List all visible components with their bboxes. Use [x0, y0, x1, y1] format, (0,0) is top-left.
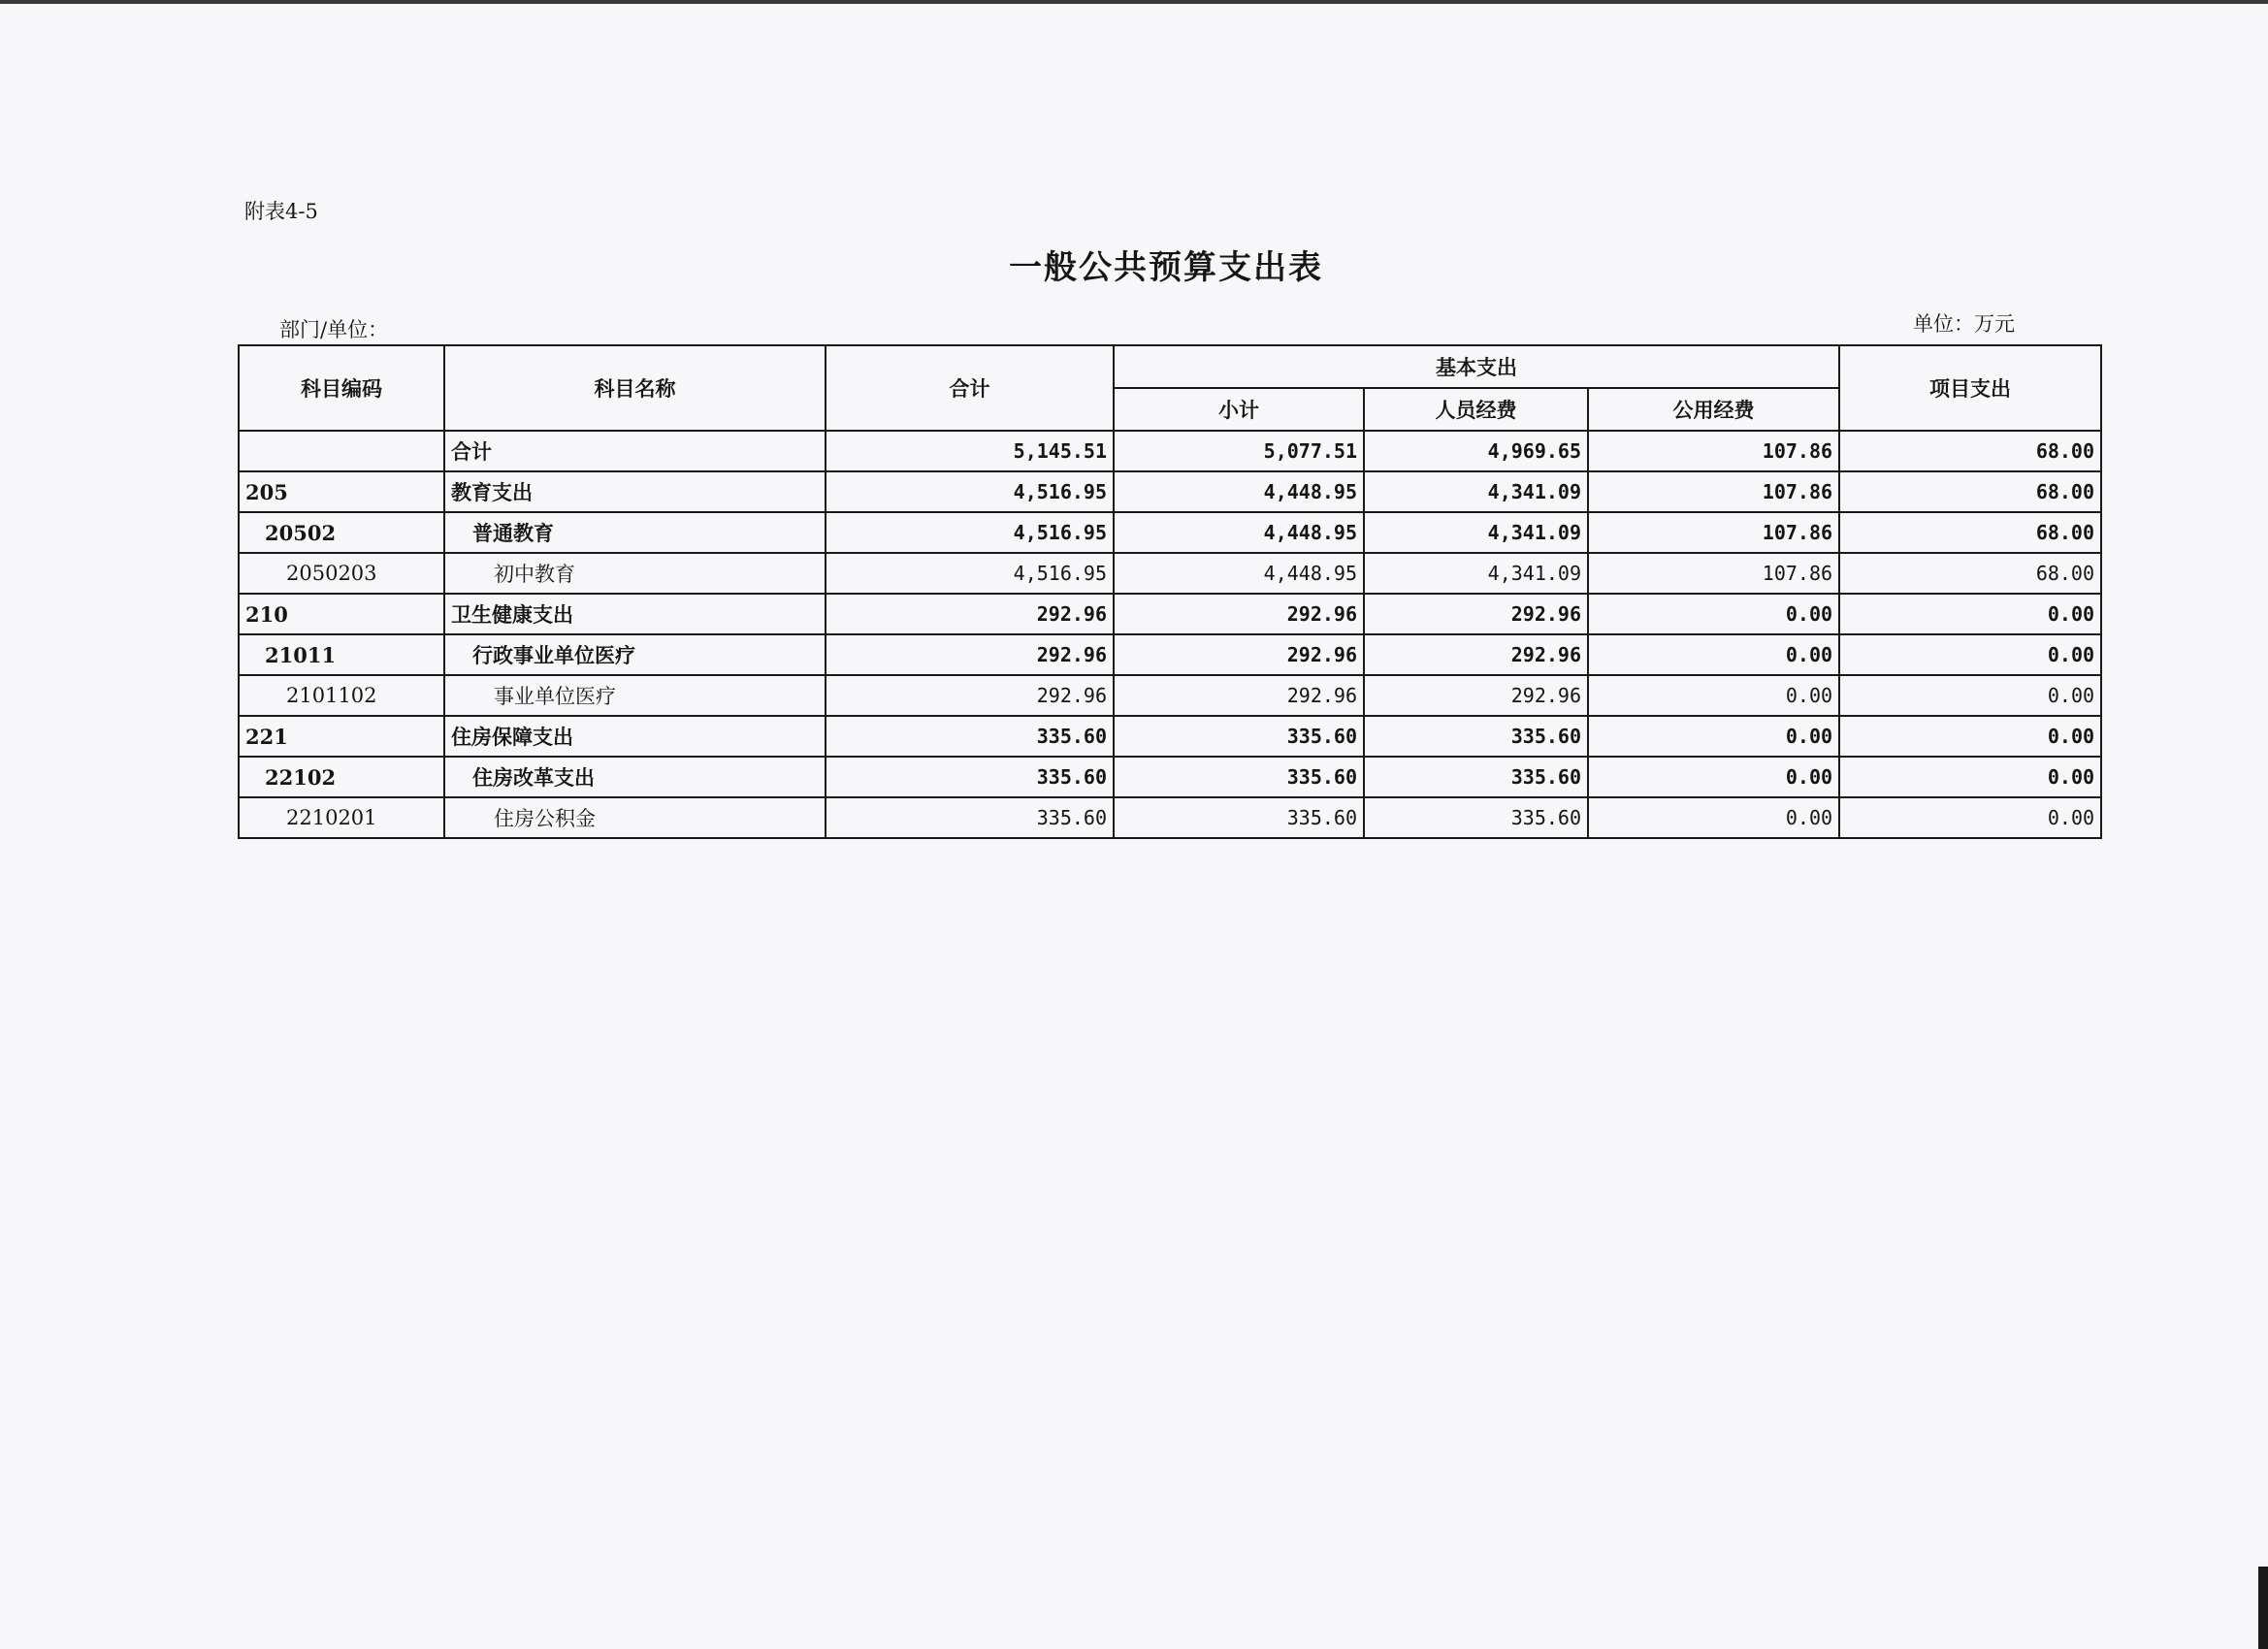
cell-basic-subtotal: 292.96 [1114, 634, 1364, 675]
cell-public: 0.00 [1588, 634, 1839, 675]
cell-total: 335.60 [826, 797, 1114, 838]
cell-personnel: 292.96 [1364, 594, 1588, 634]
cell-project: 68.00 [1839, 431, 2101, 471]
cell-public: 107.86 [1588, 471, 1839, 512]
cell-project: 0.00 [1839, 797, 2101, 838]
cell-project: 68.00 [1839, 471, 2101, 512]
cell-total: 292.96 [826, 675, 1114, 716]
cell-public: 107.86 [1588, 553, 1839, 594]
cell-name: 普通教育 [444, 512, 826, 553]
cell-basic-subtotal: 335.60 [1114, 757, 1364, 797]
cell-total: 335.60 [826, 757, 1114, 797]
department-label: 部门/单位： [279, 318, 389, 341]
cell-name: 教育支出 [444, 471, 826, 512]
cell-code: 2050203 [239, 553, 444, 594]
header-name: 科目名称 [444, 345, 826, 431]
header-total: 合计 [826, 345, 1114, 431]
cell-personnel: 4,341.09 [1364, 553, 1588, 594]
cell-personnel: 335.60 [1364, 757, 1588, 797]
table-body [239, 431, 2101, 838]
cell-public: 0.00 [1588, 716, 1839, 757]
header-project: 项目支出 [1839, 345, 2101, 431]
budget-expenditure-table [238, 344, 2102, 839]
cell-project: 0.00 [1839, 634, 2101, 675]
cell-name: 行政事业单位医疗 [444, 634, 826, 675]
cell-public: 107.86 [1588, 512, 1839, 553]
cell-public: 0.00 [1588, 757, 1839, 797]
cell-total: 292.96 [826, 594, 1114, 634]
cell-total: 292.96 [826, 634, 1114, 675]
cell-code: 21011 [239, 634, 444, 675]
cell-project: 0.00 [1839, 716, 2101, 757]
table-row [239, 797, 2101, 838]
table-row [239, 675, 2101, 716]
cell-total: 335.60 [826, 716, 1114, 757]
cell-code: 22102 [239, 757, 444, 797]
cell-basic-subtotal: 335.60 [1114, 716, 1364, 757]
cell-name: 初中教育 [444, 553, 826, 594]
cell-total: 4,516.95 [826, 512, 1114, 553]
cell-project: 0.00 [1839, 757, 2101, 797]
cell-basic-subtotal: 292.96 [1114, 675, 1364, 716]
header-basic: 基本支出 [1114, 345, 1839, 388]
table-row [239, 757, 2101, 797]
cell-personnel: 335.60 [1364, 716, 1588, 757]
cell-code: 2101102 [239, 675, 444, 716]
header-public: 公用经费 [1588, 388, 1839, 431]
table-row [239, 512, 2101, 553]
attachment-number: 附表4-5 [244, 200, 318, 223]
cell-personnel: 4,969.65 [1364, 431, 1588, 471]
table-row [239, 716, 2101, 757]
cell-code: 210 [239, 594, 444, 634]
header-personnel: 人员经费 [1364, 388, 1588, 431]
cell-total: 4,516.95 [826, 471, 1114, 512]
cell-name: 住房保障支出 [444, 716, 826, 757]
cell-public: 0.00 [1588, 594, 1839, 634]
scan-edge-mark [2258, 1567, 2268, 1649]
unit-label: 单位：万元 [1913, 312, 2015, 336]
cell-name: 住房公积金 [444, 797, 826, 838]
cell-basic-subtotal: 4,448.95 [1114, 553, 1364, 594]
cell-public: 107.86 [1588, 431, 1839, 471]
cell-project: 68.00 [1839, 553, 2101, 594]
cell-total: 4,516.95 [826, 553, 1114, 594]
cell-personnel: 292.96 [1364, 634, 1588, 675]
cell-personnel: 292.96 [1364, 675, 1588, 716]
cell-personnel: 4,341.09 [1364, 512, 1588, 553]
cell-public: 0.00 [1588, 675, 1839, 716]
cell-project: 0.00 [1839, 675, 2101, 716]
cell-code: 205 [239, 471, 444, 512]
cell-name: 住房改革支出 [444, 757, 826, 797]
table-row [239, 634, 2101, 675]
cell-total: 5,145.51 [826, 431, 1114, 471]
cell-name: 事业单位医疗 [444, 675, 826, 716]
cell-code: 2210201 [239, 797, 444, 838]
cell-personnel: 4,341.09 [1364, 471, 1588, 512]
table-row [239, 431, 2101, 471]
cell-project: 0.00 [1839, 594, 2101, 634]
cell-project: 68.00 [1839, 512, 2101, 553]
document-title: 一般公共预算支出表 [1009, 248, 1323, 287]
cell-basic-subtotal: 4,448.95 [1114, 471, 1364, 512]
cell-code [239, 431, 444, 471]
header-code: 科目编码 [239, 345, 444, 431]
cell-personnel: 335.60 [1364, 797, 1588, 838]
cell-code: 20502 [239, 512, 444, 553]
header-basic-subtotal: 小计 [1114, 388, 1364, 431]
cell-name: 卫生健康支出 [444, 594, 826, 634]
cell-basic-subtotal: 335.60 [1114, 797, 1364, 838]
cell-code: 221 [239, 716, 444, 757]
table-row [239, 471, 2101, 512]
table-row [239, 553, 2101, 594]
table-row [239, 594, 2101, 634]
cell-public: 0.00 [1588, 797, 1839, 838]
scan-top-edge [0, 0, 2268, 4]
cell-basic-subtotal: 292.96 [1114, 594, 1364, 634]
cell-name: 合计 [444, 431, 826, 471]
cell-basic-subtotal: 5,077.51 [1114, 431, 1364, 471]
cell-basic-subtotal: 4,448.95 [1114, 512, 1364, 553]
